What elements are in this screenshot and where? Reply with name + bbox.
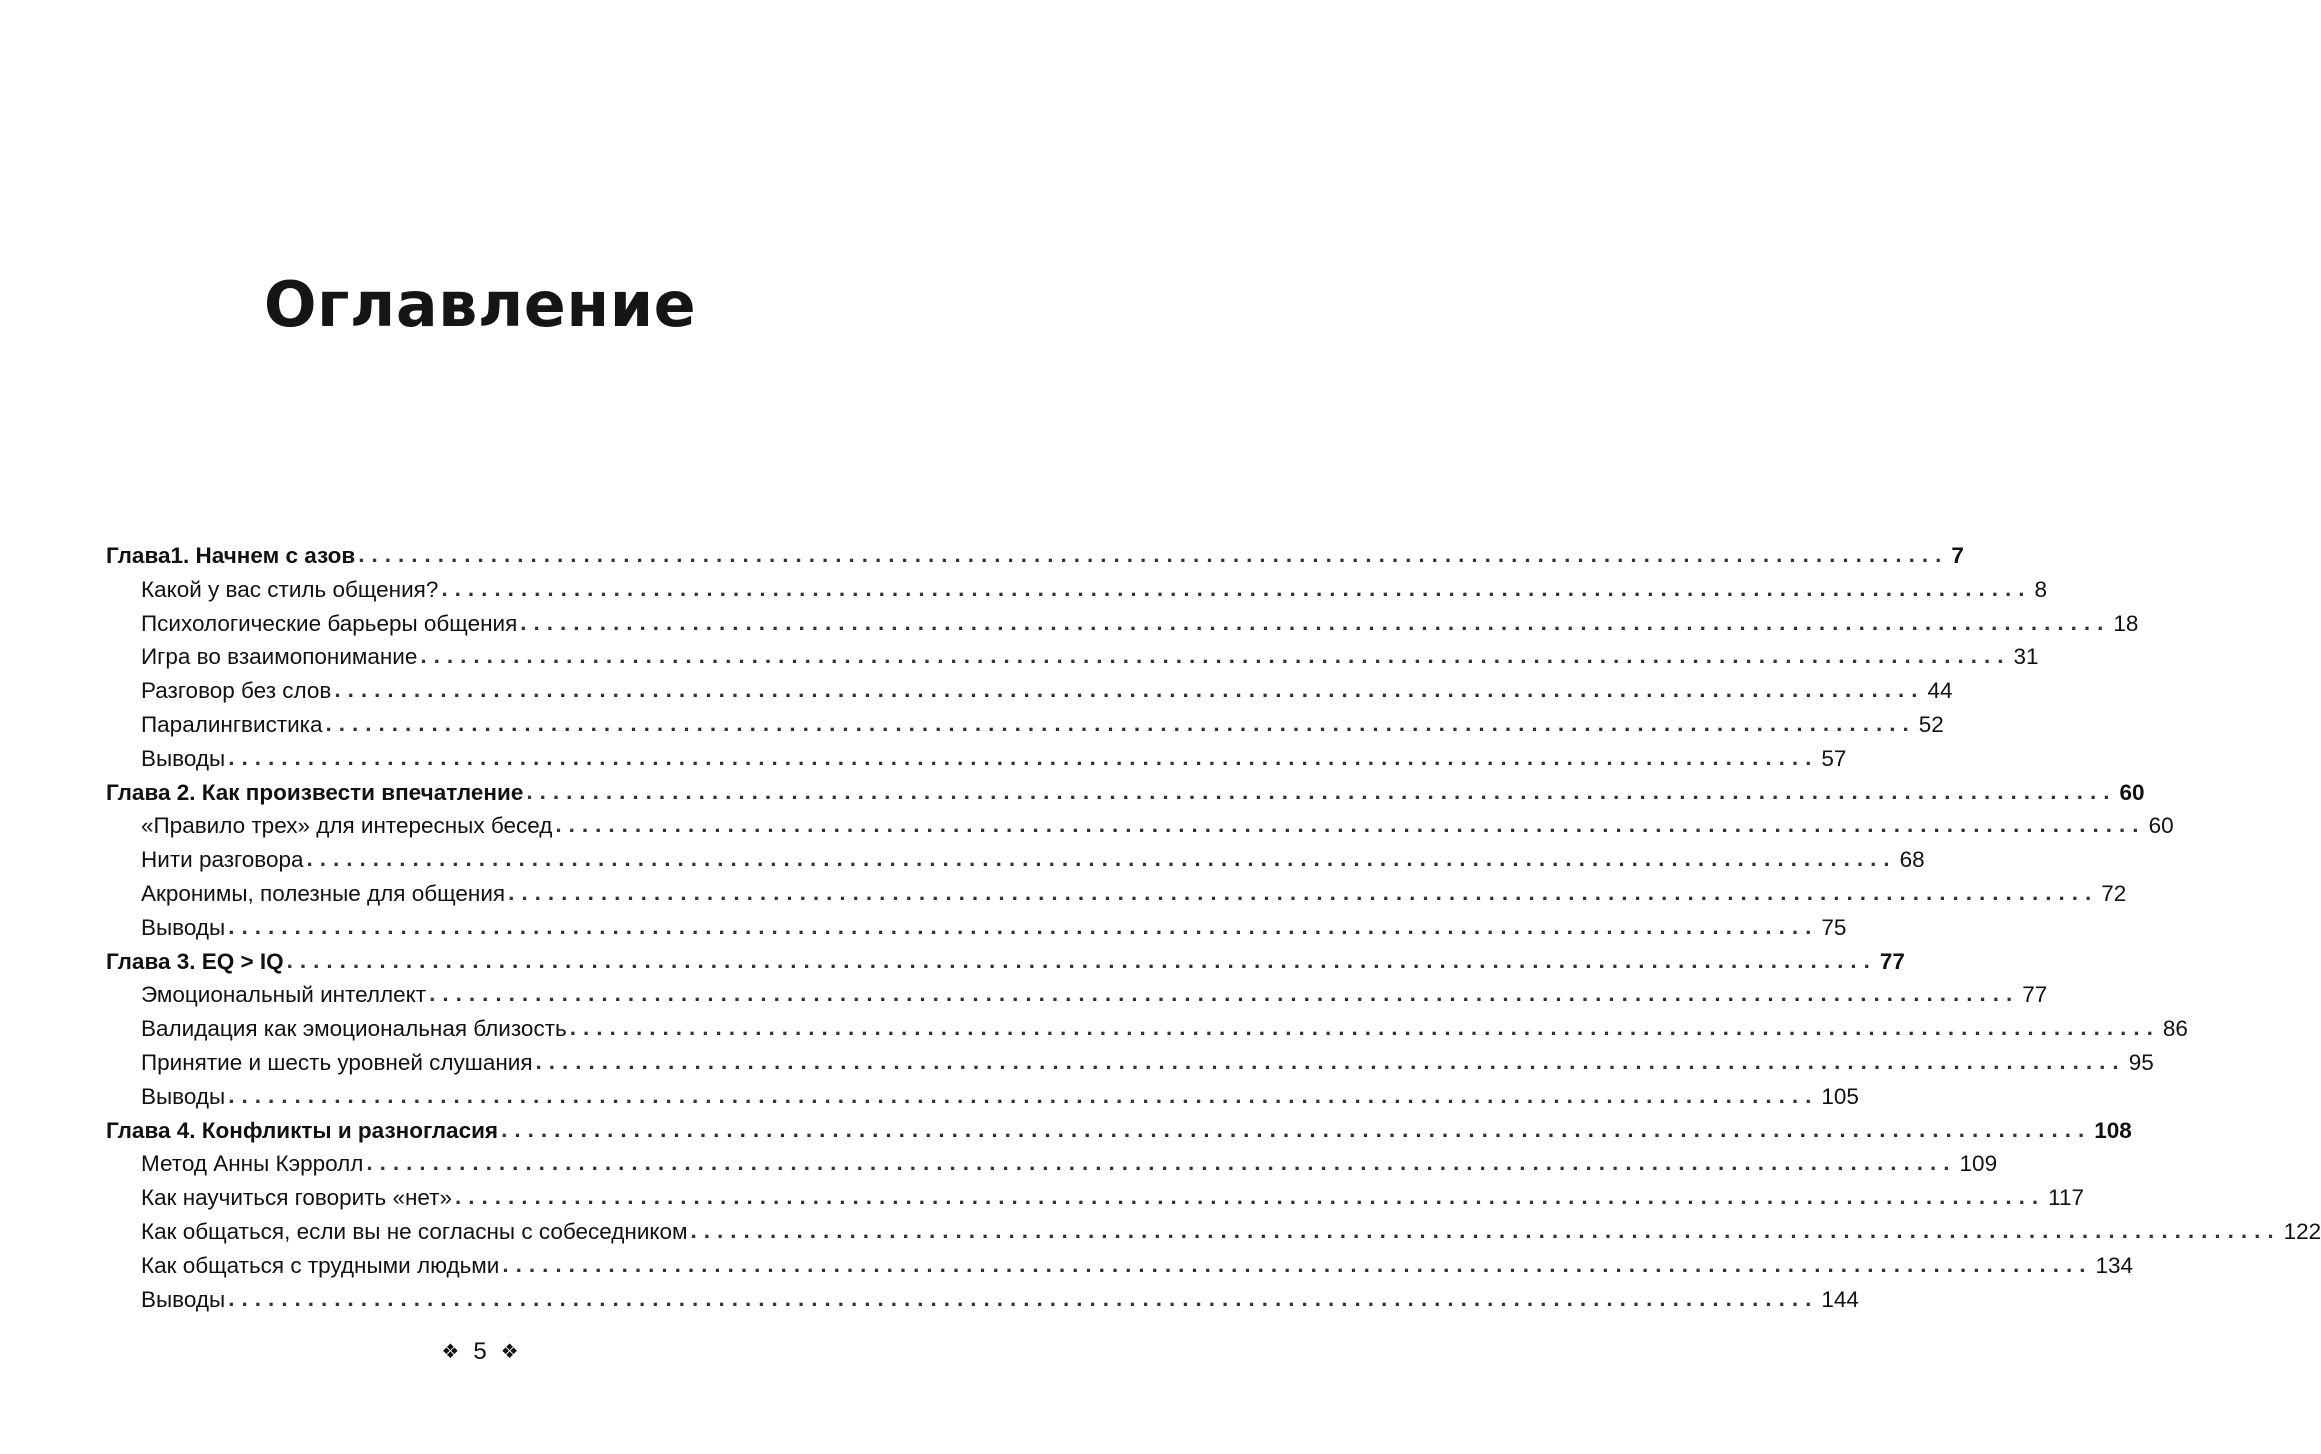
- toc-dot-leader: ........................................................................................................................: [366, 1150, 1957, 1176]
- toc-dot-leader: ........................................................................................................................: [420, 643, 2011, 669]
- toc-entry-label: Разговор без слов: [141, 678, 332, 704]
- toc-dot-leader: ........................................................................................................................: [501, 1116, 2092, 1142]
- toc-entry-page: 95: [2128, 1049, 2154, 1075]
- toc-dot-leader: ........................................................................................................................: [228, 1285, 1819, 1311]
- toc-entry-label: Глава 2. Как произвести впечатление: [106, 779, 524, 805]
- toc-dot-leader: ........................................................................................................................: [526, 778, 2117, 804]
- toc-section-entry: [106, 1012, 2188, 1046]
- toc-entry-page: 52: [1918, 711, 1944, 737]
- toc-entry-page: 77: [2022, 982, 2048, 1008]
- toc-dot-leader: ........................................................................................................................: [454, 1184, 2046, 1210]
- page-footer: [0, 1338, 960, 1366]
- toc-entry-label: Нити разговора: [141, 847, 304, 873]
- toc-entry-label: Эмоциональный интеллект: [141, 982, 427, 1008]
- toc-entry-label: Валидация как эмоциональная близость: [141, 1016, 567, 1042]
- toc-entry-page: 117: [2048, 1185, 2085, 1211]
- toc-chapter-entry: [106, 776, 2145, 810]
- toc-dot-leader: ........................................................................................................................: [555, 812, 2146, 838]
- toc-dot-leader: ........................................................................................................................: [228, 913, 1819, 939]
- toc-dot-leader: ........................................................................................................................: [306, 846, 1897, 872]
- toc-entry-label: Выводы: [141, 914, 226, 940]
- toc-entry-label: Психологические барьеры общения: [141, 610, 518, 636]
- toc-entry-label: Акронимы, полезные для общения: [141, 880, 506, 906]
- toc-section-entry: [106, 708, 1944, 742]
- toc-entry-page: 144: [1821, 1286, 1859, 1312]
- toc-entry-page: 109: [1959, 1151, 1998, 1177]
- toc-entry-label: Глава 4. Конфликты и разногласия: [106, 1117, 499, 1143]
- toc-entry-label: Глава 3. EQ > IQ: [106, 948, 284, 974]
- toc-entry-page: 68: [1899, 847, 1925, 873]
- toc-section-entry: [106, 1046, 2154, 1080]
- toc-dot-leader: ........................................................................................................................: [334, 677, 1925, 703]
- toc-section-entry: [106, 843, 1925, 877]
- toc-entry-label: Глава1. Начнем с азов: [106, 543, 356, 568]
- toc-entry-page: 77: [1879, 948, 1905, 974]
- toc-dot-leader: ........................................................................................................................: [228, 744, 1819, 770]
- toc-dot-leader: ........................................................................................................................: [441, 575, 2032, 601]
- toc-entry-page: 57: [1821, 745, 1847, 771]
- toc-section-entry: [106, 674, 1953, 708]
- toc-entry-label: Какой у вас стиль общения?: [141, 576, 439, 602]
- toc-section-entry: [106, 1181, 2085, 1215]
- toc-entry-label: Как научиться говорить «нет»: [141, 1185, 452, 1211]
- toc-dot-leader: ........................................................................................................................: [502, 1251, 2093, 1277]
- toc-section-entry: [106, 1080, 1859, 1114]
- toc-section-entry: [106, 607, 2139, 641]
- toc-dot-leader: ........................................................................................................................: [690, 1217, 2281, 1243]
- toc-section-entry: [106, 1283, 1859, 1317]
- ornament-right-icon: ❖: [500, 1341, 519, 1363]
- toc-entry-page: 122: [2283, 1218, 2321, 1244]
- toc-entry-label: Как общаться с трудными людьми: [141, 1252, 500, 1278]
- toc-entry-label: Паралингвистика: [141, 711, 323, 737]
- toc-section-entry: [106, 742, 1847, 776]
- toc-dot-leader: ........................................................................................................................: [569, 1015, 2160, 1041]
- toc-section-entry: [106, 573, 2048, 607]
- toc-section-entry: [106, 640, 2039, 674]
- page-title: Оглавление: [263, 268, 697, 341]
- toc-entry-label: Игра во взаимопонимание: [141, 644, 418, 670]
- toc-entry-page: 31: [2013, 644, 2039, 670]
- toc-section-entry: [106, 809, 2174, 843]
- toc-entry-page: 60: [2148, 813, 2174, 839]
- toc-section-entry: [106, 911, 1847, 945]
- toc-section-entry: [106, 877, 2127, 911]
- toc-entry-page: 86: [2162, 1016, 2188, 1042]
- toc-section-entry: [106, 1147, 1998, 1181]
- toc-dot-leader: ........................................................................................................................: [358, 542, 1949, 567]
- toc-entry-page: 44: [1927, 678, 1953, 704]
- toc-section-entry: [106, 978, 2048, 1012]
- page-number: 5: [473, 1338, 487, 1365]
- toc-entry-label: Как общаться, если вы не согласны с собеседником: [141, 1218, 688, 1244]
- toc-entry-page: 8: [2034, 576, 2048, 602]
- toc-dot-leader: ........................................................................................................................: [535, 1048, 2126, 1074]
- toc-entry-page: 7: [1951, 543, 1964, 568]
- toc-entry-page: 108: [2094, 1117, 2132, 1143]
- toc-section-entry: [106, 1249, 2134, 1283]
- toc-chapter-entry: [106, 945, 1905, 979]
- toc-entry-page: 60: [2119, 779, 2145, 805]
- toc-entry-page: 72: [2101, 880, 2127, 906]
- toc-chapter-entry: [106, 1114, 2132, 1148]
- toc-chapter-entry: [106, 539, 1964, 573]
- table-of-contents: [106, 539, 2321, 1316]
- toc-dot-leader: ........................................................................................................................: [508, 879, 2099, 905]
- toc-entry-label: Принятие и шесть уровней слушания: [141, 1049, 533, 1075]
- toc-entry-page: 134: [2095, 1252, 2134, 1278]
- toc-entry-page: 18: [2113, 610, 2139, 636]
- ornament-left-icon: ❖: [441, 1341, 460, 1363]
- toc-dot-leader: ........................................................................................................................: [286, 947, 1877, 973]
- toc-entry-label: Выводы: [141, 1083, 226, 1109]
- toc-entry-label: Выводы: [141, 745, 226, 771]
- toc-dot-leader: ........................................................................................................................: [228, 1082, 1819, 1108]
- toc-dot-leader: ........................................................................................................................: [429, 981, 2020, 1007]
- toc-entry-page: 105: [1821, 1083, 1859, 1109]
- toc-dot-leader: ........................................................................................................................: [325, 710, 1916, 736]
- toc-entry-page: 75: [1821, 914, 1847, 940]
- toc-section-entry: [106, 1215, 2321, 1249]
- toc-entry-label: Выводы: [141, 1286, 226, 1312]
- toc-entry-label: «Правило трех» для интересных бесед: [141, 813, 553, 839]
- toc-entry-label: Метод Анны Кэрролл: [141, 1151, 364, 1177]
- toc-dot-leader: ........................................................................................................................: [520, 609, 2111, 635]
